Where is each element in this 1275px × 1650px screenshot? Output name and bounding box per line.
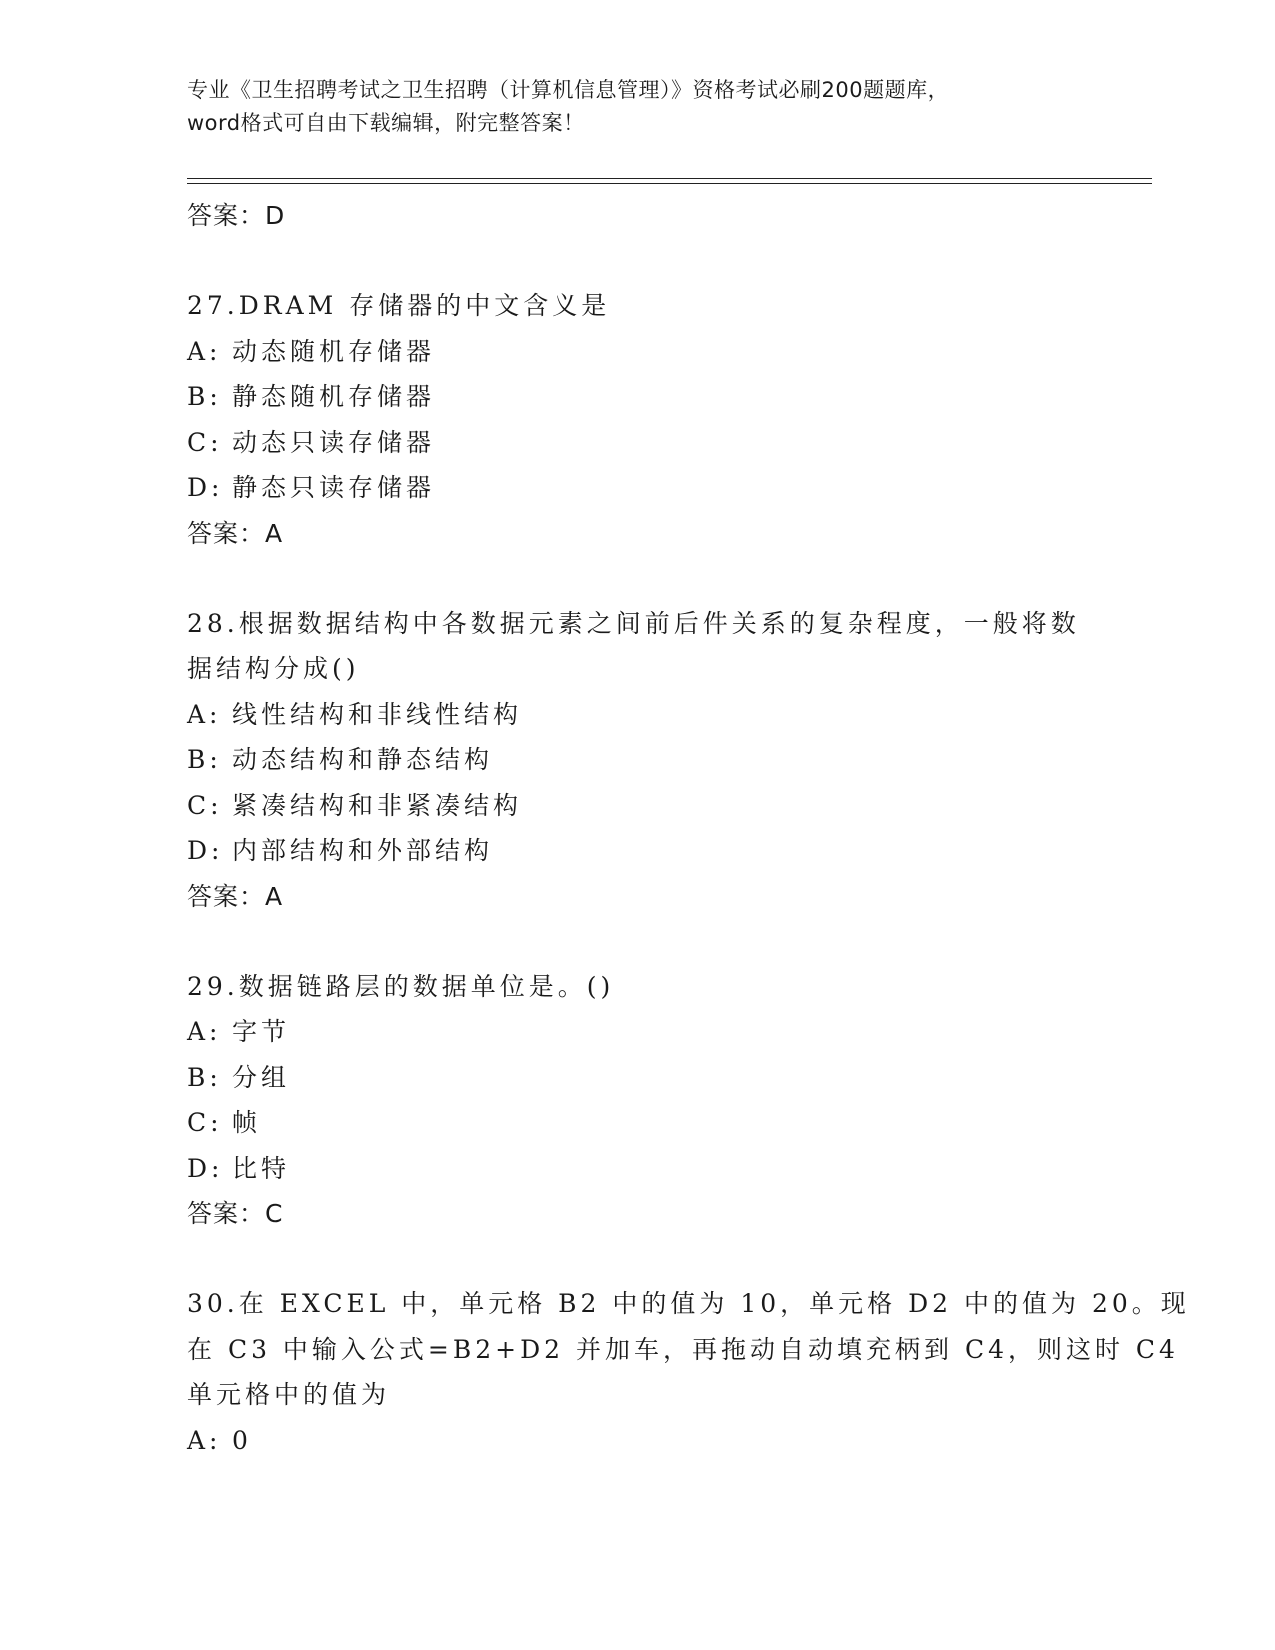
- question-28: [187, 601, 1087, 919]
- answer-label: 答案：A: [187, 518, 284, 548]
- header-line-1: 专业《卫生招聘考试之卫生招聘（计算机信息管理）》资格考试必刷200题题库，: [187, 78, 950, 102]
- question-text: 30.在 EXCEL 中，单元格 B2 中的值为 10，单元格 D2 中的值为 20。现: [187, 1289, 1190, 1318]
- option-text: 动态随机存储器: [232, 336, 436, 366]
- option-key: D:: [187, 836, 224, 865]
- answer-label: 答案：A: [187, 881, 284, 911]
- option-key: A:: [187, 336, 222, 366]
- option-c: [187, 783, 1087, 829]
- option-key: A:: [187, 699, 222, 729]
- question-text: 单元格中的值为: [187, 1380, 391, 1409]
- option-c: [187, 420, 1087, 466]
- option-text: 静态只读存储器: [232, 473, 436, 502]
- option-text: 动态只读存储器: [232, 427, 436, 457]
- option-a: [187, 1009, 1087, 1055]
- question-29: [187, 964, 1087, 1237]
- option-key: B:: [187, 745, 222, 774]
- question-27: [187, 283, 1087, 556]
- option-text: 紧凑结构和非紧凑结构: [232, 790, 523, 820]
- option-key: B:: [187, 382, 222, 411]
- option-d: [187, 828, 1087, 874]
- document-header: [187, 74, 1107, 140]
- option-key: A:: [187, 1017, 222, 1046]
- option-text: 线性结构和非线性结构: [232, 699, 523, 729]
- option-a: [187, 692, 1087, 738]
- question-text: 在 C3 中输入公式=B2+D2 并加车，再拖动自动填充柄到 C4，则这时 C4: [187, 1334, 1179, 1364]
- option-text: 内部结构和外部结构: [232, 836, 494, 865]
- option-text: 静态随机存储器: [232, 382, 436, 411]
- question-list: [187, 185, 1190, 1463]
- option-text: 帧: [232, 1108, 262, 1137]
- option-key: D:: [187, 473, 224, 502]
- option-key: C:: [187, 790, 223, 820]
- option-text: 分组: [232, 1062, 291, 1092]
- option-text: 比特: [232, 1153, 291, 1183]
- option-c: [187, 1100, 1087, 1146]
- option-key: C:: [187, 1108, 223, 1137]
- question-text: 据结构分成(): [187, 654, 360, 683]
- option-a: [187, 329, 1087, 375]
- option-d: [187, 1146, 1087, 1192]
- answer-label: 答案：D: [187, 201, 286, 230]
- option-b: [187, 737, 1087, 783]
- question-text: 29.数据链路层的数据单位是。(): [187, 971, 615, 1001]
- option-b: [187, 1055, 1087, 1101]
- answer-label: 答案：C: [187, 1199, 284, 1228]
- header-divider-thick: [187, 178, 1152, 179]
- header-divider-thin: [187, 183, 1152, 184]
- option-key: C:: [187, 427, 223, 457]
- option-key: D:: [187, 1153, 224, 1183]
- option-text: 0: [232, 1425, 252, 1455]
- question-text: 27.DRAM 存储器的中文含义是: [187, 291, 611, 320]
- option-d: [187, 465, 1087, 511]
- option-b: [187, 374, 1087, 420]
- option-text: 动态结构和静态结构: [232, 745, 494, 774]
- question-text: 28.根据数据结构中各数据元素之间前后件关系的复杂程度，一般将数: [187, 608, 1080, 638]
- option-a: [187, 1418, 1087, 1464]
- question-30: [187, 1281, 1190, 1463]
- option-key: B:: [187, 1062, 222, 1092]
- option-key: A:: [187, 1425, 222, 1455]
- option-text: 字节: [232, 1017, 291, 1046]
- header-line-2: word格式可自由下载编辑，附完整答案！: [187, 111, 585, 135]
